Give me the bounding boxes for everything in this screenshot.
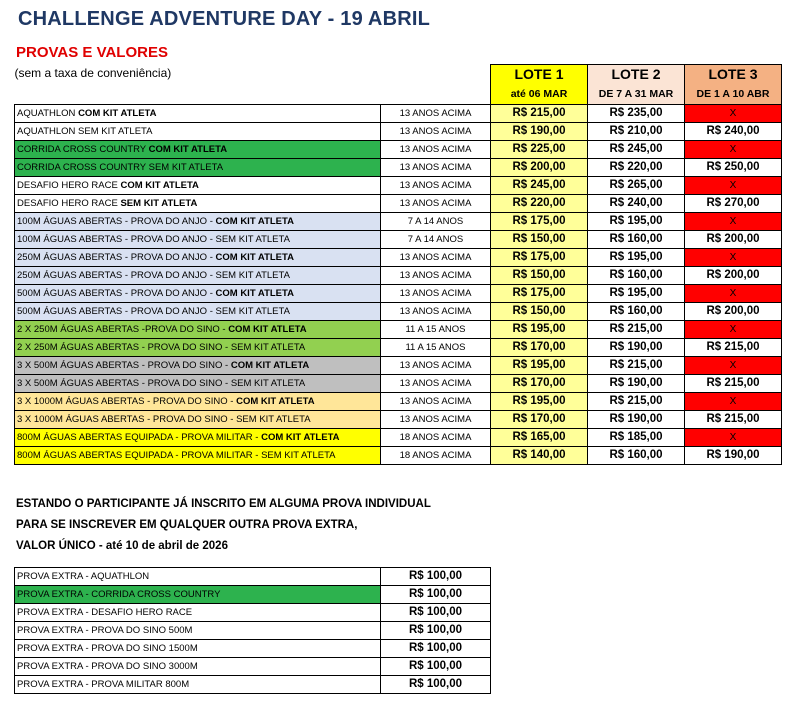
age-range: 13 ANOS ACIMA <box>381 410 491 428</box>
event-name <box>15 410 381 428</box>
event-name-text: 3 X 1000M ÁGUAS ABERTAS - PROVA DO SINO - SEM KIT ATLETA <box>17 413 311 425</box>
event-name <box>15 140 381 158</box>
lote3-price: R$ 215,00 <box>685 410 782 428</box>
lote2-price: R$ 160,00 <box>588 266 685 284</box>
extra-info-line: PARA SE INSCREVER EM QUALQUER OUTRA PROVA EXTRA, <box>16 519 358 531</box>
age-range: 13 ANOS ACIMA <box>381 266 491 284</box>
lote1-price: R$ 200,00 <box>491 158 588 176</box>
section-subtitle: PROVAS E VALORES <box>16 44 168 61</box>
lote3-price: R$ 270,00 <box>685 194 782 212</box>
prices-table <box>14 64 782 465</box>
extra-event-name: PROVA EXTRA - AQUATHLON <box>15 568 381 586</box>
lote2-price: R$ 210,00 <box>588 122 685 140</box>
lote1-price: R$ 190,00 <box>491 122 588 140</box>
kit-label: COM KIT ATLETA <box>261 431 340 443</box>
event-name <box>15 446 381 464</box>
event-name-text: 3 X 1000M ÁGUAS ABERTAS - PROVA DO SINO - <box>17 395 237 407</box>
event-name-text: 3 X 500M ÁGUAS ABERTAS - PROVA DO SINO - SEM KIT ATLETA <box>17 377 306 389</box>
lote1-price: R$ 150,00 <box>491 302 588 320</box>
lote3-price: R$ 200,00 <box>685 230 782 248</box>
table-row <box>15 374 782 392</box>
extra-row <box>15 658 491 676</box>
lote3-title: LOTE 3 <box>685 65 782 85</box>
lote1-price: R$ 175,00 <box>491 212 588 230</box>
lote2-price: R$ 265,00 <box>588 176 685 194</box>
age-range: 13 ANOS ACIMA <box>381 392 491 410</box>
age-range: 7 A 14 ANOS <box>381 230 491 248</box>
kit-label: COM KIT ATLETA <box>236 395 315 407</box>
event-name-text: 800M ÁGUAS ABERTAS EQUIPADA - PROVA MILITAR - SEM KIT ATLETA <box>17 449 336 461</box>
lote3-price: X <box>685 176 782 194</box>
event-name-text: DESAFIO HERO RACE <box>17 179 121 191</box>
lote3-price: R$ 250,00 <box>685 158 782 176</box>
age-range: 11 A 15 ANOS <box>381 320 491 338</box>
table-row <box>15 284 782 302</box>
age-range: 13 ANOS ACIMA <box>381 158 491 176</box>
age-range: 13 ANOS ACIMA <box>381 194 491 212</box>
lote2-price: R$ 215,00 <box>588 356 685 374</box>
extra-price: R$ 100,00 <box>381 604 491 622</box>
event-name <box>15 284 381 302</box>
event-name <box>15 122 381 140</box>
lote3-price: X <box>685 320 782 338</box>
lote1-price: R$ 175,00 <box>491 248 588 266</box>
page-title: CHALLENGE ADVENTURE DAY - 19 ABRIL <box>18 8 431 30</box>
age-range: 18 ANOS ACIMA <box>381 446 491 464</box>
extra-event-name: PROVA EXTRA - PROVA DO SINO 500M <box>15 622 381 640</box>
lote1-price: R$ 220,00 <box>491 194 588 212</box>
extra-row <box>15 622 491 640</box>
table-row <box>15 338 782 356</box>
lote1-price: R$ 195,00 <box>491 392 588 410</box>
lote1-price: R$ 175,00 <box>491 284 588 302</box>
event-name-text: 800M ÁGUAS ABERTAS EQUIPADA - PROVA MILITAR - <box>17 431 262 443</box>
lote2-price: R$ 190,00 <box>588 374 685 392</box>
lote2-price: R$ 160,00 <box>588 446 685 464</box>
lote2-price: R$ 215,00 <box>588 320 685 338</box>
lote3-price: X <box>685 428 782 446</box>
table-row <box>15 320 782 338</box>
event-name <box>15 338 381 356</box>
age-range: 13 ANOS ACIMA <box>381 140 491 158</box>
fee-note: (sem a taxa de conveniência) <box>14 65 172 80</box>
age-range: 18 ANOS ACIMA <box>381 428 491 446</box>
lote2-price: R$ 220,00 <box>588 158 685 176</box>
lote2-price: R$ 160,00 <box>588 302 685 320</box>
event-name-text: AQUATHLON <box>17 107 79 119</box>
extra-info <box>16 494 431 557</box>
event-name <box>15 176 381 194</box>
event-name-text: 250M ÁGUAS ABERTAS - PROVA DO ANJO - SEM KIT ATLETA <box>17 269 290 281</box>
event-name <box>15 302 381 320</box>
lote1-price: R$ 215,00 <box>491 104 588 122</box>
table-row <box>15 392 782 410</box>
extra-event-name: PROVA EXTRA - DESAFIO HERO RACE <box>15 604 381 622</box>
event-name-text: 3 X 500M ÁGUAS ABERTAS - PROVA DO SINO - <box>17 359 231 371</box>
lote1-price: R$ 140,00 <box>491 446 588 464</box>
lote3-dates: DE 1 A 10 ABR <box>685 85 782 105</box>
lote3-price: R$ 215,00 <box>685 374 782 392</box>
extra-row <box>15 586 491 604</box>
lote2-price: R$ 190,00 <box>588 410 685 428</box>
lote1-price: R$ 150,00 <box>491 230 588 248</box>
lote2-price: R$ 195,00 <box>588 212 685 230</box>
extra-prices-table <box>14 567 491 694</box>
lote2-price: R$ 215,00 <box>588 392 685 410</box>
event-name <box>15 158 381 176</box>
extra-row <box>15 676 491 694</box>
lote1-title: LOTE 1 <box>491 65 588 85</box>
lote1-price: R$ 225,00 <box>491 140 588 158</box>
event-name <box>15 104 381 122</box>
lote2-price: R$ 185,00 <box>588 428 685 446</box>
table-row <box>15 302 782 320</box>
event-name-text: DESAFIO HERO RACE <box>17 197 121 209</box>
lote3-price: R$ 240,00 <box>685 122 782 140</box>
age-range: 7 A 14 ANOS <box>381 212 491 230</box>
extra-price: R$ 100,00 <box>381 622 491 640</box>
event-name <box>15 230 381 248</box>
table-row <box>15 176 782 194</box>
event-name-text: CORRIDA CROSS COUNTRY SEM KIT ATLETA <box>17 161 224 173</box>
lote2-title: LOTE 2 <box>588 65 685 85</box>
table-row <box>15 194 782 212</box>
age-range: 13 ANOS ACIMA <box>381 284 491 302</box>
event-name <box>15 194 381 212</box>
lote3-price: R$ 215,00 <box>685 338 782 356</box>
event-name <box>15 374 381 392</box>
event-name <box>15 428 381 446</box>
lote2-price: R$ 190,00 <box>588 338 685 356</box>
age-range: 13 ANOS ACIMA <box>381 176 491 194</box>
event-name <box>15 320 381 338</box>
lote1-price: R$ 165,00 <box>491 428 588 446</box>
kit-label: COM KIT ATLETA <box>148 143 228 155</box>
event-name-text: 100M ÁGUAS ABERTAS - PROVA DO ANJO - <box>17 215 216 227</box>
event-name-text: 500M ÁGUAS ABERTAS - PROVA DO ANJO - <box>17 287 216 299</box>
extra-event-name: PROVA EXTRA - PROVA DO SINO 3000M <box>15 658 381 676</box>
age-range: 13 ANOS ACIMA <box>381 122 491 140</box>
lote1-dates: até 06 MAR <box>491 85 588 105</box>
header-row-dates <box>15 85 782 105</box>
lote1-price: R$ 170,00 <box>491 410 588 428</box>
lote2-price: R$ 240,00 <box>588 194 685 212</box>
kit-label: COM KIT ATLETA <box>215 251 294 263</box>
lote3-price: X <box>685 212 782 230</box>
kit-label: COM KIT ATLETA <box>230 359 310 371</box>
lote1-price: R$ 195,00 <box>491 320 588 338</box>
lote1-price: R$ 170,00 <box>491 374 588 392</box>
lote2-price: R$ 245,00 <box>588 140 685 158</box>
kit-label: COM KIT ATLETA <box>215 215 294 227</box>
extra-info-line: ESTANDO O PARTICIPANTE JÁ INSCRITO EM ALGUMA PROVA INDIVIDUAL <box>16 498 431 510</box>
table-row <box>15 266 782 284</box>
extra-row <box>15 604 491 622</box>
lote2-price: R$ 235,00 <box>588 104 685 122</box>
event-name-text: 500M ÁGUAS ABERTAS - PROVA DO ANJO - SEM KIT ATLETA <box>17 305 290 317</box>
lote3-price: R$ 200,00 <box>685 302 782 320</box>
age-range: 13 ANOS ACIMA <box>381 302 491 320</box>
extra-event-name: PROVA EXTRA - PROVA MILITAR 800M <box>15 676 381 694</box>
lote3-price: R$ 190,00 <box>685 446 782 464</box>
extra-price: R$ 100,00 <box>381 568 491 586</box>
event-name <box>15 356 381 374</box>
age-range: 13 ANOS ACIMA <box>381 356 491 374</box>
extra-event-name: PROVA EXTRA - PROVA DO SINO 1500M <box>15 640 381 658</box>
extra-info-line: VALOR ÚNICO - até 10 de abril de 2026 <box>16 540 228 552</box>
event-name <box>15 212 381 230</box>
kit-label: SEM KIT ATLETA <box>120 197 198 209</box>
table-row <box>15 248 782 266</box>
event-name-text: 2 X 250M ÁGUAS ABERTAS - PROVA DO SINO - SEM KIT ATLETA <box>17 341 306 353</box>
table-row <box>15 410 782 428</box>
lote3-price: X <box>685 284 782 302</box>
extra-price: R$ 100,00 <box>381 586 491 604</box>
event-name-text: 250M ÁGUAS ABERTAS - PROVA DO ANJO - <box>17 251 216 263</box>
lote1-price: R$ 195,00 <box>491 356 588 374</box>
event-name-text: AQUATHLON SEM KIT ATLETA <box>17 125 153 137</box>
table-row <box>15 104 782 122</box>
table-row <box>15 356 782 374</box>
extra-row <box>15 568 491 586</box>
lote2-price: R$ 160,00 <box>588 230 685 248</box>
table-row <box>15 140 782 158</box>
table-row <box>15 428 782 446</box>
age-range: 11 A 15 ANOS <box>381 338 491 356</box>
lote1-price: R$ 170,00 <box>491 338 588 356</box>
lote3-price: X <box>685 356 782 374</box>
table-row <box>15 158 782 176</box>
event-name-text: CORRIDA CROSS COUNTRY <box>17 143 149 155</box>
kit-label: COM KIT ATLETA <box>120 179 199 191</box>
lote1-price: R$ 150,00 <box>491 266 588 284</box>
extra-price: R$ 100,00 <box>381 676 491 694</box>
kit-label: COM KIT ATLETA <box>228 323 307 335</box>
extra-price: R$ 100,00 <box>381 640 491 658</box>
table-row <box>15 122 782 140</box>
extra-event-name: PROVA EXTRA - CORRIDA CROSS COUNTRY <box>15 586 381 604</box>
kit-label: COM KIT ATLETA <box>215 287 294 299</box>
lote2-price: R$ 195,00 <box>588 248 685 266</box>
lote3-price: X <box>685 248 782 266</box>
lote3-price: X <box>685 392 782 410</box>
age-range: 13 ANOS ACIMA <box>381 374 491 392</box>
table-row <box>15 446 782 464</box>
table-row <box>15 212 782 230</box>
event-name <box>15 266 381 284</box>
event-name <box>15 248 381 266</box>
event-name-text: 2 X 250M ÁGUAS ABERTAS -PROVA DO SINO - <box>17 323 229 335</box>
header-row-titles <box>15 65 782 85</box>
lote2-dates: DE 7 A 31 MAR <box>588 85 685 105</box>
age-range: 13 ANOS ACIMA <box>381 248 491 266</box>
extra-row <box>15 640 491 658</box>
lote2-price: R$ 195,00 <box>588 284 685 302</box>
event-name <box>15 392 381 410</box>
lote3-price: X <box>685 140 782 158</box>
table-row <box>15 230 782 248</box>
lote1-price: R$ 245,00 <box>491 176 588 194</box>
kit-label: COM KIT ATLETA <box>78 107 157 119</box>
age-range: 13 ANOS ACIMA <box>381 104 491 122</box>
lote3-price: R$ 200,00 <box>685 266 782 284</box>
event-name-text: 100M ÁGUAS ABERTAS - PROVA DO ANJO - SEM KIT ATLETA <box>17 233 290 245</box>
lote3-price: X <box>685 104 782 122</box>
extra-price: R$ 100,00 <box>381 658 491 676</box>
